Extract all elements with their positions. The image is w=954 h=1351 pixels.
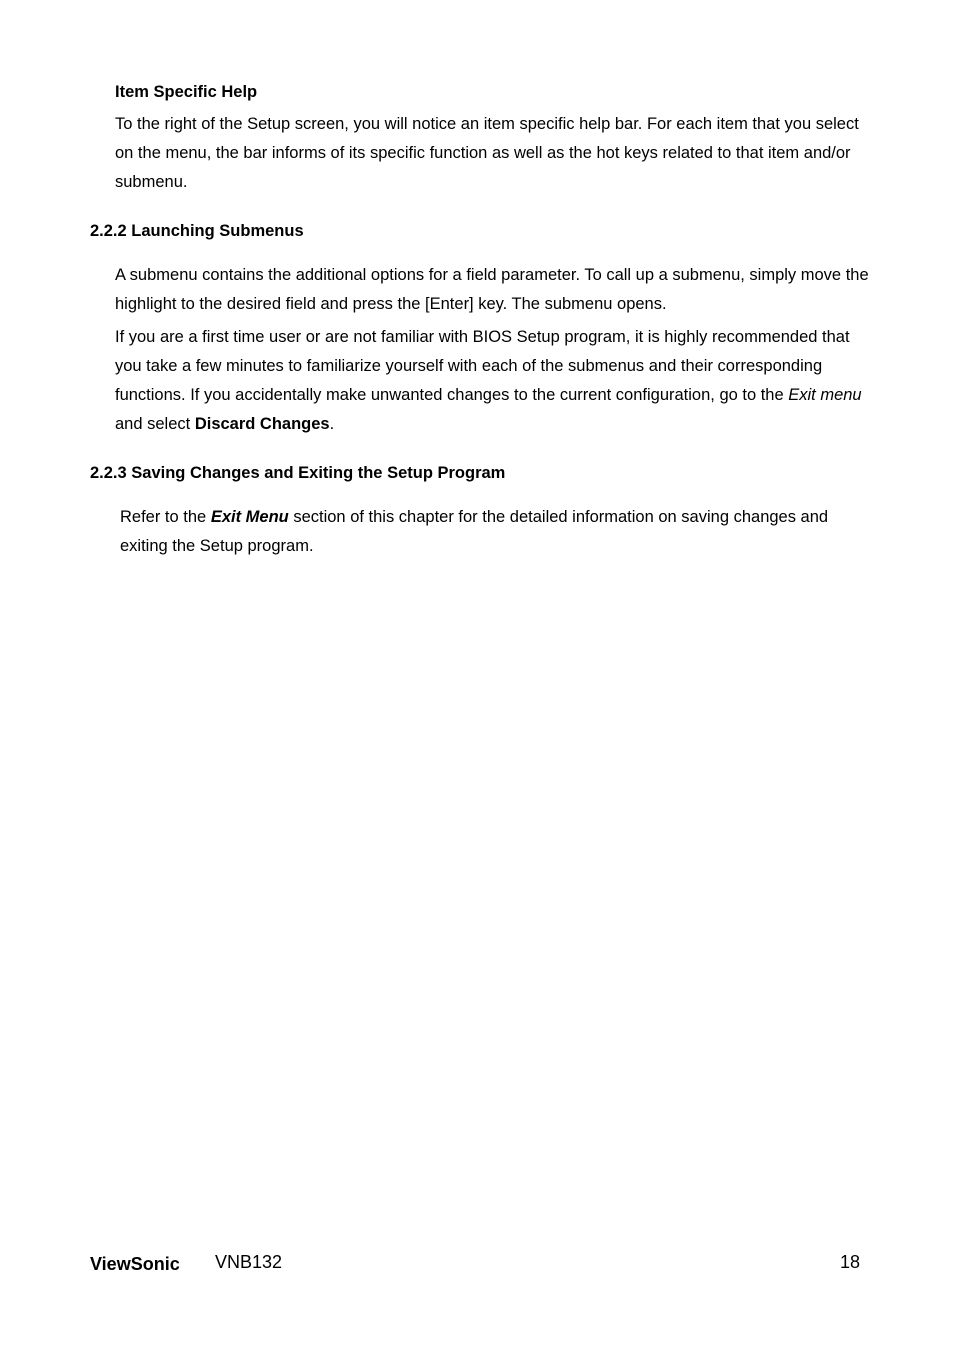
saving-text-start: Refer to the (120, 508, 211, 526)
saving-text-end: section of this chapter for the detailed information on saving changes and exiting the Setup program. (120, 508, 829, 555)
paragraph-saving (120, 503, 855, 561)
heading-saving-changes: 2.2.3 Saving Changes and Exiting the Setup Program (90, 464, 506, 482)
launching-para2-start: If you are a first time user or are not familiar with BIOS Setup program, it is highly recommended that you take a few minutes to familiarize yourself with each of the submenus and their corresponding functions. If you accidentally make unwanted changes to the current configuration, go to the (115, 328, 850, 404)
launching-para2-end: . (329, 415, 335, 433)
footer-brand: ViewSonic (90, 1254, 180, 1274)
paragraph-launching-2 (115, 323, 875, 439)
launching-para2-mid: and select (115, 415, 195, 433)
heading-launching-submenus: 2.2.2 Launching Submenus (90, 222, 304, 240)
paragraph-item-specific-help (115, 110, 875, 197)
exit-menu-italic: Exit menu (788, 386, 862, 404)
discard-changes-bold: Discard Changes (194, 415, 330, 433)
footer-page-number: 18 (840, 1252, 861, 1272)
exit-menu-bold-italic: Exit Menu (210, 508, 289, 526)
paragraph-launching-1 (115, 261, 875, 319)
footer-model: VNB132 (215, 1252, 283, 1272)
heading-item-specific-help: Item Specific Help (115, 83, 258, 101)
launching-para1-text: A submenu contains the additional options for a field parameter. To call up a submenu, simply move the highlight to the desired field and press the [Enter] key. The submenu opens. (115, 266, 869, 313)
item-help-text: To the right of the Setup screen, you will notice an item specific help bar. For each item that you select on the menu, the bar informs of its specific function as well as the hot keys related to that item and/or submenu. (115, 115, 859, 191)
